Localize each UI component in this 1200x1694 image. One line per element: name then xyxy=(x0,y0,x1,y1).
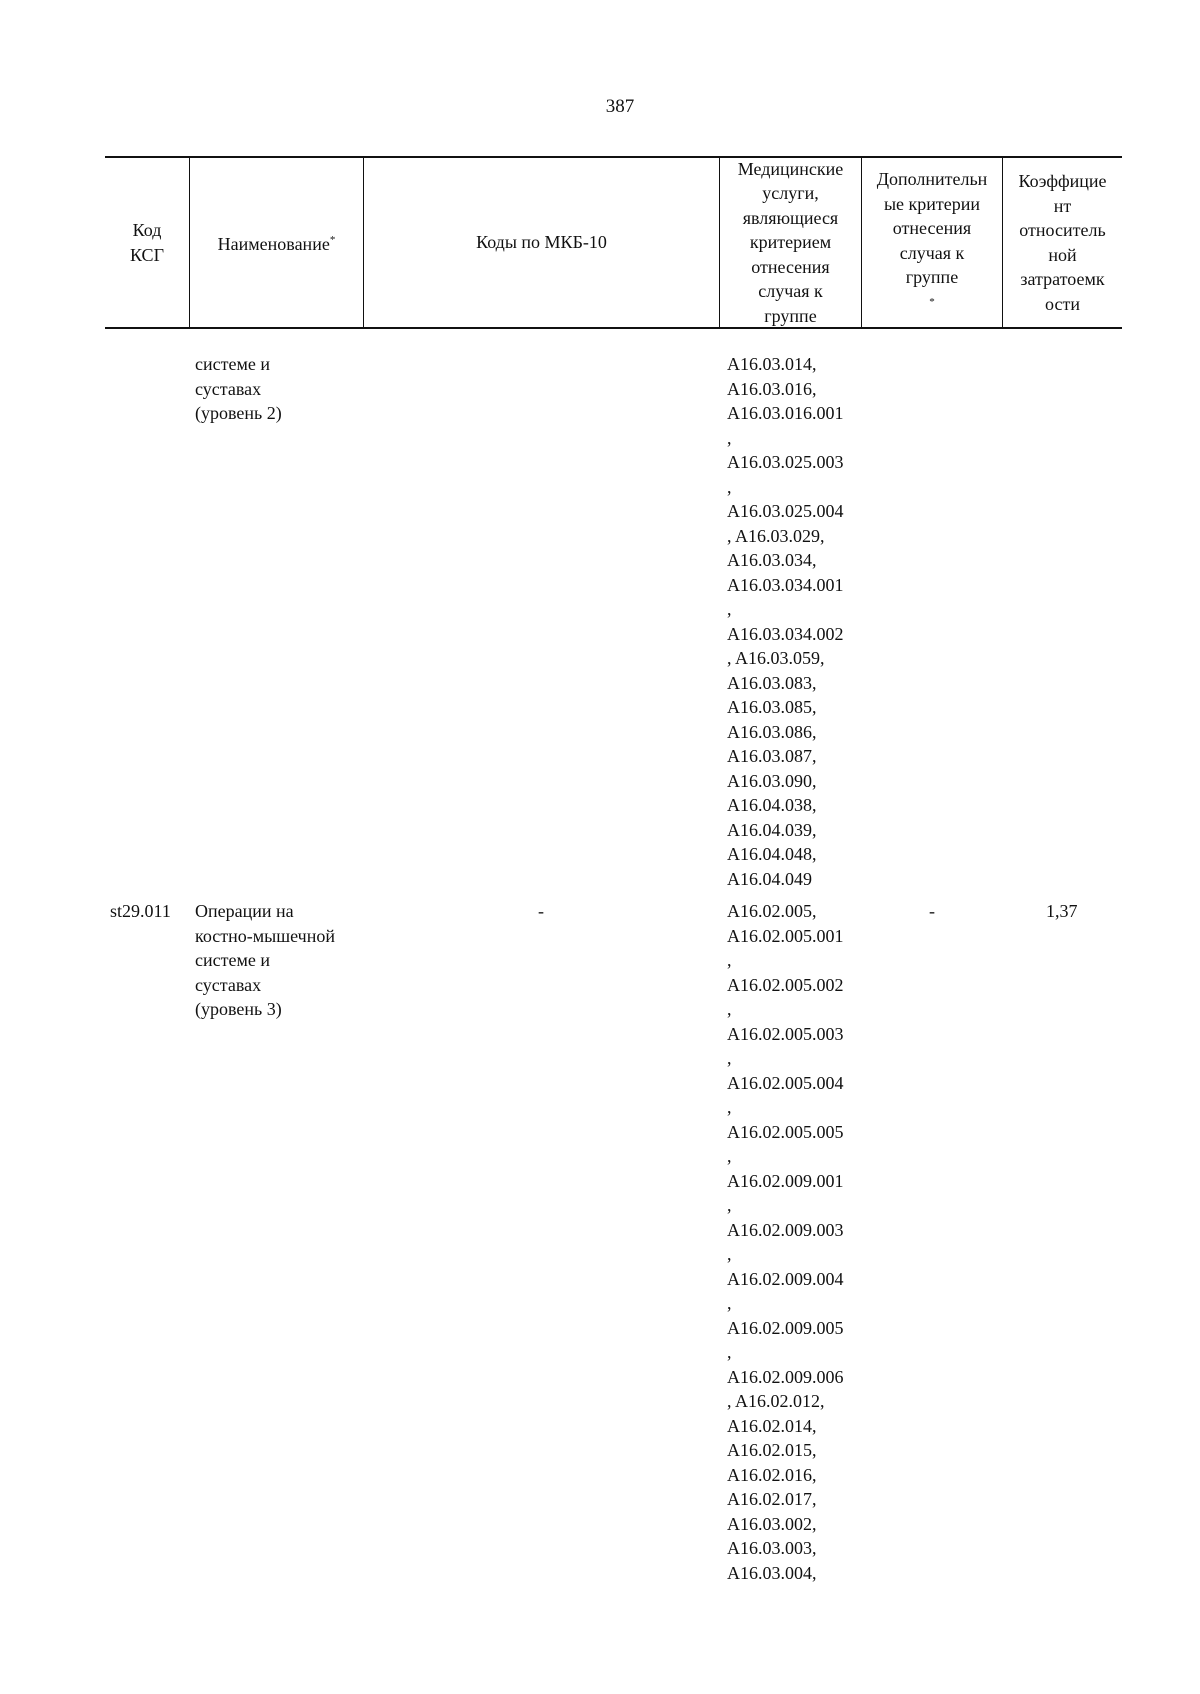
service-code-line: , xyxy=(727,1293,732,1313)
service-code-line: A16.02.017, xyxy=(727,1489,817,1509)
row2-coefficient: 1,37 xyxy=(1046,901,1078,921)
service-code-line: A16.02.005.005 xyxy=(727,1121,844,1142)
service-code-line: A16.02.009.004 xyxy=(727,1268,844,1289)
service-code-line: A16.02.009.001 xyxy=(727,1170,844,1191)
service-code-line: A16.02.015, xyxy=(727,1440,817,1460)
service-code-line: A16.03.086, xyxy=(727,721,817,742)
row1-name: системе и суставах (уровень 2) xyxy=(195,354,282,423)
service-code-line: A16.03.025.004 xyxy=(727,501,844,521)
service-code-line: A16.03.014, xyxy=(727,354,817,374)
service-code-line: A16.02.009.005 xyxy=(727,1317,844,1338)
service-code-line: A16.03.004, xyxy=(727,1562,817,1583)
page-number: 387 xyxy=(605,96,635,117)
service-code-line: A16.03.083, xyxy=(727,672,817,693)
service-code-line: , A16.03.059, xyxy=(727,648,825,668)
service-code-line: , xyxy=(727,1097,732,1117)
service-code-line: , xyxy=(727,1244,732,1264)
header-kod-ksg: Код КСГ xyxy=(130,220,164,265)
row1-services-list xyxy=(727,352,844,891)
row2-additional-dash: - xyxy=(929,901,935,921)
service-code-line: , xyxy=(727,999,732,1019)
service-code-line: A16.04.048, xyxy=(727,844,817,864)
header-mkb-codes: Коды по МКБ-10 xyxy=(476,232,607,253)
service-code-line: , xyxy=(727,599,732,619)
service-code-line: A16.02.005.003 xyxy=(727,1023,844,1044)
service-code-line: A16.03.003, xyxy=(727,1538,817,1558)
table-header-bottom-rule xyxy=(105,327,1122,329)
header-additional-criteria: Дополнительн ые критерии отнесения случая к группе * xyxy=(876,169,988,308)
service-code-line: A16.02.005.002 xyxy=(727,974,844,995)
service-code-line: A16.02.014, xyxy=(727,1415,817,1436)
service-code-line: A16.04.039, xyxy=(727,819,817,840)
row2-name: Операции на костно-мышечной системе и суставах (уровень 3) xyxy=(195,901,335,1019)
service-code-line: A16.02.009.006 xyxy=(727,1366,844,1387)
header-name: Наименование* xyxy=(217,234,336,255)
service-code-line: A16.02.005.004 xyxy=(727,1072,844,1093)
service-code-line: A16.03.016.001 xyxy=(727,403,844,423)
service-code-line: A16.03.090, xyxy=(727,770,817,791)
service-code-line: A16.03.034.001 xyxy=(727,574,844,595)
service-code-line: A16.02.005, xyxy=(727,901,817,921)
service-code-line: , xyxy=(727,427,732,448)
header-medical-services: Медицинские услуги, являющиеся критерием отнесения случая к группе xyxy=(737,158,844,326)
service-code-line: A16.02.005.001 xyxy=(727,925,844,946)
service-code-line: A16.03.002, xyxy=(727,1513,817,1534)
service-code-line: A16.03.034, xyxy=(727,550,817,570)
service-code-line: , xyxy=(727,1146,732,1166)
service-code-line: A16.03.025.003 xyxy=(727,452,844,472)
service-code-line: A16.02.016, xyxy=(727,1464,817,1485)
service-code-line: A16.03.016, xyxy=(727,378,817,399)
row2-mkb-dash: - xyxy=(538,901,544,921)
service-code-line: , xyxy=(727,1342,732,1362)
service-code-line: A16.03.087, xyxy=(727,746,817,766)
service-code-line: , xyxy=(727,476,732,497)
service-code-line: , xyxy=(727,1195,732,1215)
service-code-line: , xyxy=(727,1048,732,1068)
service-code-line: , A16.02.012, xyxy=(727,1391,825,1411)
row2-services-list xyxy=(727,899,844,1585)
header-coefficient: Коэффицие нт относитель ной затратоемк ости xyxy=(1018,171,1107,314)
service-code-line: A16.04.038, xyxy=(727,795,817,815)
service-code-line: A16.02.009.003 xyxy=(727,1219,844,1240)
service-code-line: A16.04.049 xyxy=(727,868,812,889)
service-code-line: A16.03.034.002 xyxy=(727,623,844,644)
service-code-line: A16.03.085, xyxy=(727,697,817,717)
service-code-line: , A16.03.029, xyxy=(727,525,825,546)
row2-code: st29.011 xyxy=(110,901,171,921)
service-code-line: , xyxy=(727,950,732,970)
